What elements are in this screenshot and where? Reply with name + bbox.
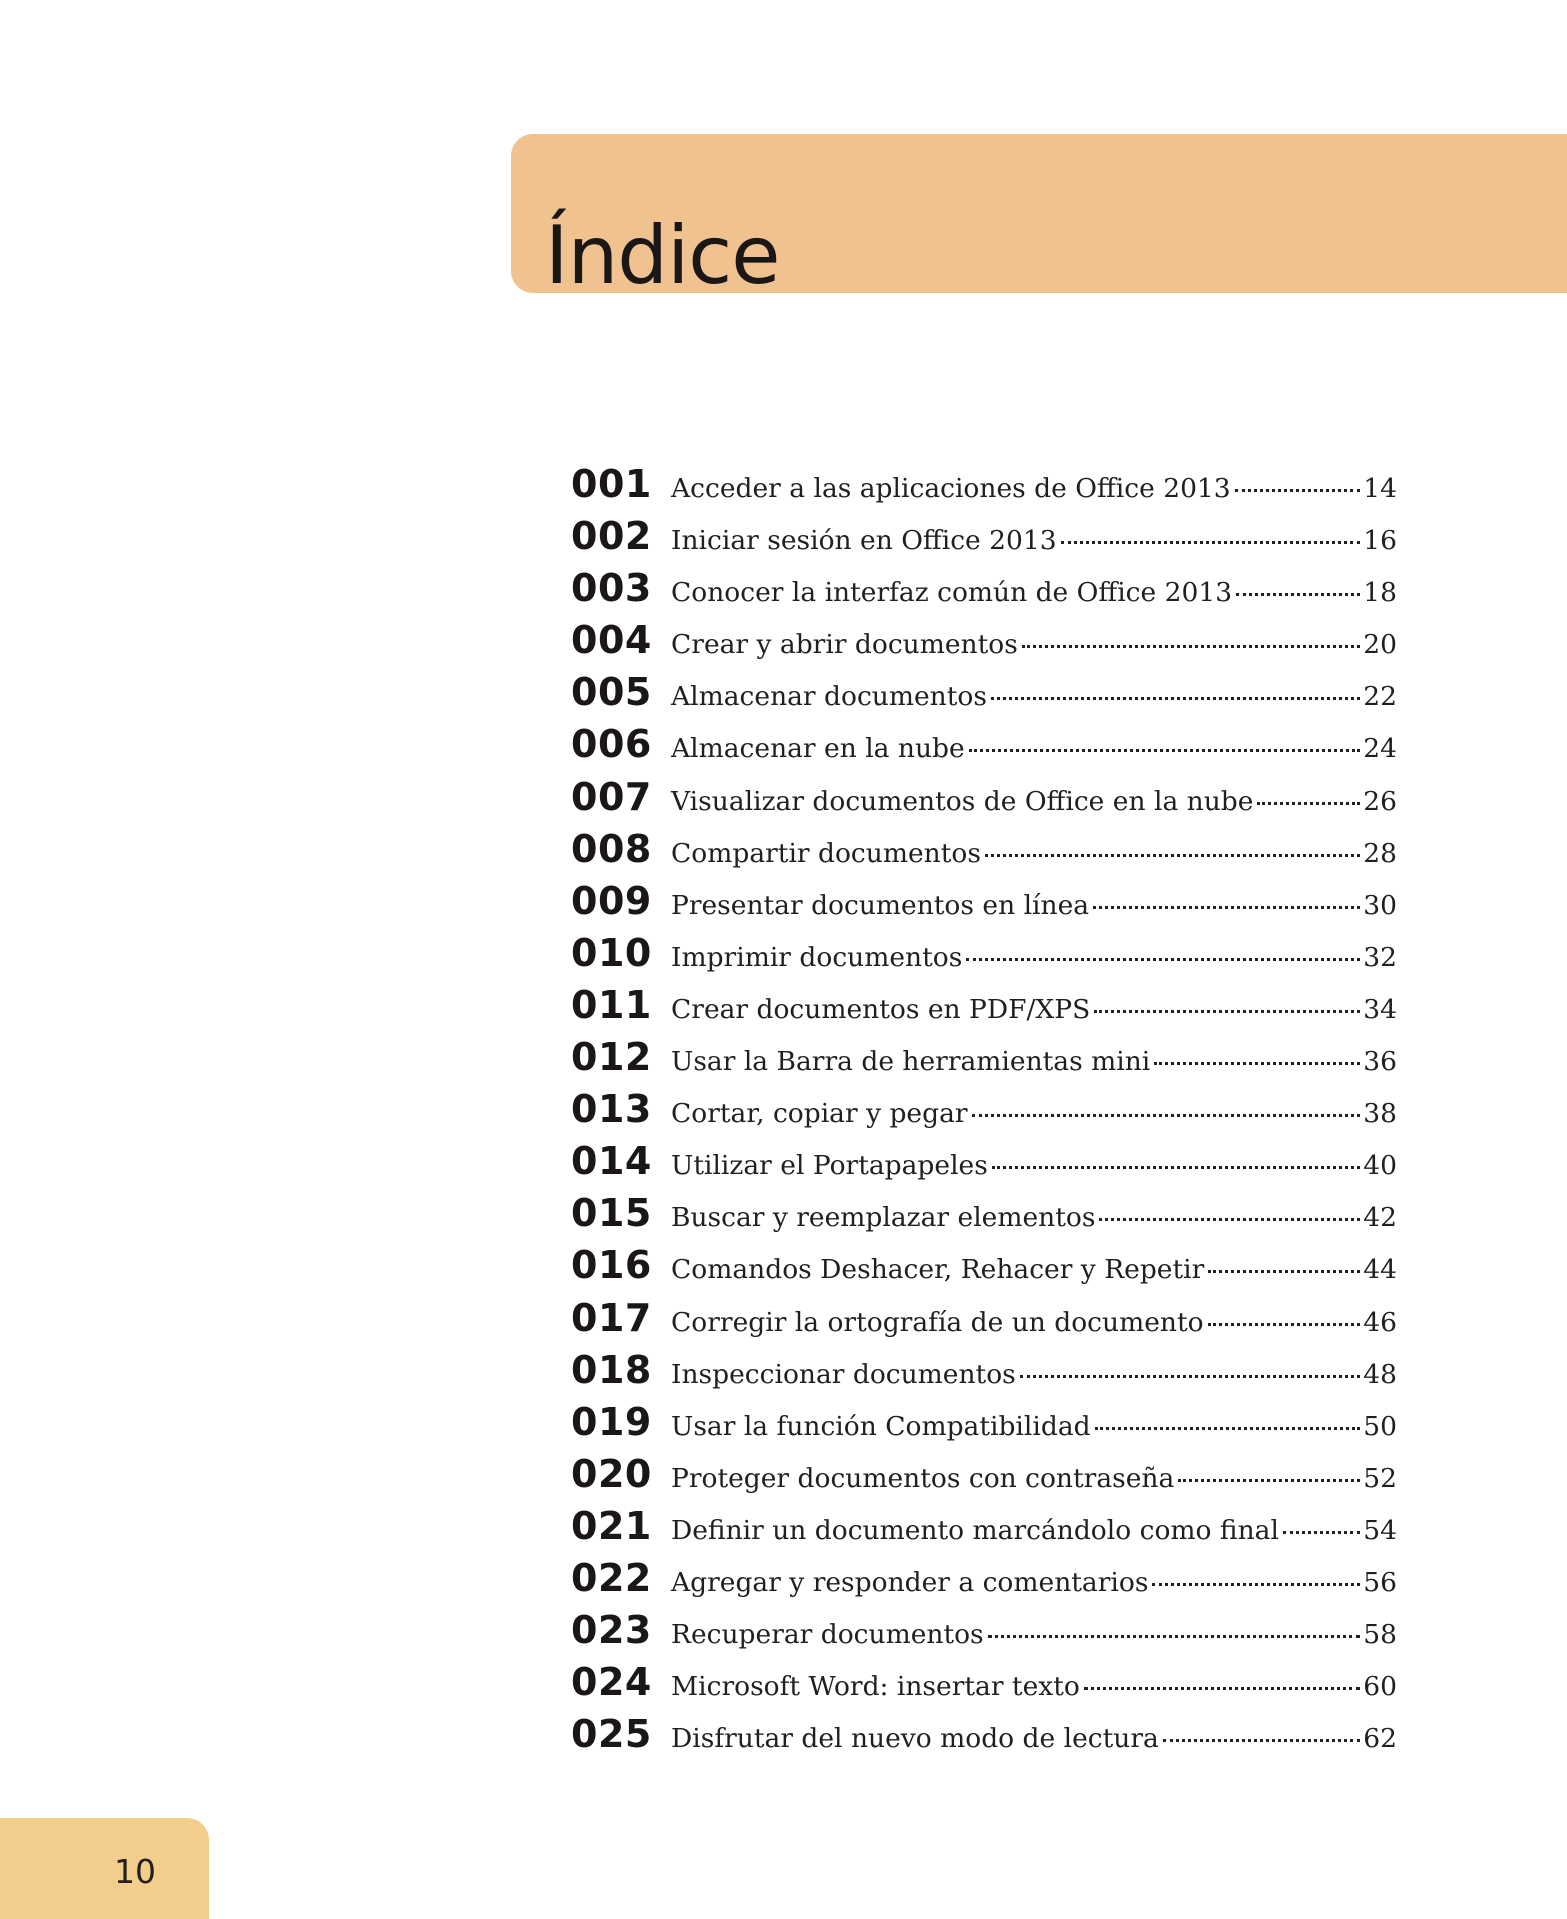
toc-entry-number: 024	[571, 1660, 652, 1705]
toc-entry-page: 40	[1363, 1150, 1397, 1182]
toc-entry-title: Proteger documentos con contraseña	[671, 1462, 1175, 1494]
toc-entry-title: Conocer la interfaz común de Office 2013	[671, 577, 1233, 609]
toc-entry-page: 54	[1363, 1514, 1397, 1546]
toc-entry-page: 42	[1363, 1202, 1397, 1234]
toc-entry-number: 017	[571, 1295, 652, 1340]
toc-entry-page: 14	[1363, 473, 1397, 504]
toc-entry-page: 22	[1363, 681, 1397, 713]
toc-entry[interactable]	[571, 827, 1397, 879]
toc-entry-title: Inspeccionar documentos	[671, 1358, 1016, 1390]
toc-entry-title: Comandos Deshacer, Rehacer y Repetir	[671, 1254, 1205, 1286]
toc-entry-title: Usar la Barra de herramientas mini	[671, 1046, 1151, 1078]
toc-entry[interactable]	[571, 1660, 1397, 1712]
toc-entry[interactable]	[571, 462, 1397, 514]
toc-entry-title: Corregir la ortografía de un documento	[671, 1306, 1204, 1338]
toc-entry-number: 015	[571, 1191, 652, 1236]
toc-entry-number: 002	[571, 514, 652, 559]
toc-entry[interactable]	[571, 1348, 1397, 1400]
toc-entry-number: 003	[571, 566, 652, 611]
toc-dot-leader	[1022, 645, 1360, 648]
toc-dot-leader	[1020, 1375, 1361, 1378]
toc-entry-number: 022	[571, 1555, 652, 1600]
toc-dot-leader	[1094, 1010, 1360, 1013]
toc-dot-leader	[972, 1114, 1361, 1117]
toc-dot-leader	[1099, 1218, 1360, 1221]
page-number-tab	[0, 1818, 209, 1919]
toc-entry[interactable]	[571, 1556, 1397, 1608]
toc-dot-leader	[1236, 593, 1360, 596]
toc-entry-title: Usar la función Compatibilidad	[671, 1410, 1091, 1442]
toc-entry-title: Crear y abrir documentos	[671, 629, 1018, 661]
toc-dot-leader	[1283, 1531, 1360, 1534]
toc-dot-leader	[991, 697, 1360, 700]
toc-entry-page: 28	[1363, 837, 1397, 869]
toc-entry-title: Almacenar en la nube	[671, 733, 965, 765]
toc-entry-number: 019	[571, 1399, 652, 1444]
toc-entry-title: Utilizar el Portapapeles	[671, 1150, 988, 1182]
toc-entry-page: 48	[1363, 1358, 1397, 1390]
toc-entry[interactable]	[571, 775, 1397, 827]
toc-dot-leader	[1095, 1427, 1361, 1430]
toc-entry-title: Cortar, copiar y pegar	[671, 1098, 968, 1130]
toc-dot-leader	[1154, 1062, 1360, 1065]
toc-dot-leader	[969, 749, 1361, 752]
toc-entry-page: 18	[1363, 577, 1397, 609]
toc-entry-number: 020	[571, 1451, 652, 1496]
toc-entry-title: Imprimir documentos	[671, 941, 963, 973]
toc-entry-number: 011	[571, 982, 652, 1027]
toc-dot-leader	[1257, 802, 1360, 805]
toc-entry-page: 30	[1363, 889, 1397, 921]
toc-entry-title: Visualizar documentos de Office en la nube	[671, 785, 1254, 817]
toc-entry-title: Almacenar documentos	[671, 681, 987, 713]
toc-entry-title: Agregar y responder a comentarios	[671, 1566, 1149, 1598]
toc-entry-page: 46	[1363, 1306, 1397, 1338]
toc-entry-number: 004	[571, 618, 652, 663]
toc-entry-number: 025	[571, 1712, 652, 1757]
toc-entry-number: 005	[571, 670, 652, 715]
toc-entry[interactable]	[571, 983, 1397, 1035]
toc-entry[interactable]	[571, 931, 1397, 983]
toc-entry-page: 16	[1363, 525, 1397, 557]
toc-dot-leader	[1163, 1739, 1360, 1742]
toc-entry[interactable]	[571, 1608, 1397, 1660]
toc-entry-title: Disfrutar del nuevo modo de lectura	[671, 1723, 1159, 1755]
toc-dot-leader	[992, 1166, 1360, 1169]
toc-entry-number: 008	[571, 826, 652, 871]
toc-dot-leader	[1152, 1583, 1360, 1586]
toc-entry[interactable]	[571, 1087, 1397, 1139]
table-of-contents	[571, 462, 1397, 1764]
toc-entry-title: Presentar documentos en línea	[671, 889, 1090, 921]
toc-entry-page: 26	[1363, 785, 1397, 817]
toc-entry-page: 32	[1363, 941, 1397, 973]
toc-entry[interactable]	[571, 1139, 1397, 1191]
toc-entry[interactable]	[571, 1296, 1397, 1348]
toc-entry-number: 010	[571, 930, 652, 975]
toc-entry-number: 007	[571, 774, 652, 819]
toc-entry-page: 62	[1363, 1723, 1397, 1755]
toc-entry[interactable]	[571, 1712, 1397, 1764]
title-band	[511, 134, 1567, 302]
toc-entry[interactable]	[571, 1504, 1397, 1556]
toc-entry[interactable]	[571, 670, 1397, 722]
page-title: Índice	[545, 209, 780, 302]
toc-entry[interactable]	[571, 1191, 1397, 1243]
toc-entry-title: Microsoft Word: insertar texto	[671, 1671, 1080, 1703]
toc-entry-page: 56	[1363, 1566, 1397, 1598]
toc-entry-page: 24	[1363, 733, 1397, 765]
toc-entry[interactable]	[571, 566, 1397, 618]
toc-entry-title: Compartir documentos	[671, 837, 981, 869]
toc-entry-page: 50	[1363, 1410, 1397, 1442]
toc-entry-title: Acceder a las aplicaciones de Office 2013	[671, 473, 1231, 504]
toc-entry-page: 58	[1363, 1619, 1397, 1651]
toc-dot-leader	[1093, 906, 1360, 909]
toc-entry[interactable]	[571, 722, 1397, 774]
toc-entry-title: Recuperar documentos	[671, 1619, 984, 1651]
toc-entry[interactable]	[571, 879, 1397, 931]
toc-dot-leader	[1235, 489, 1361, 492]
toc-dot-leader	[1084, 1687, 1360, 1690]
toc-entry-page: 44	[1363, 1254, 1397, 1286]
toc-entry-number: 018	[571, 1347, 652, 1392]
toc-dot-leader	[988, 1635, 1361, 1638]
toc-entry-number: 014	[571, 1139, 652, 1184]
toc-dot-leader	[966, 958, 1360, 961]
toc-entry-page: 60	[1363, 1671, 1397, 1703]
toc-dot-leader	[985, 854, 1360, 857]
toc-dot-leader	[1208, 1270, 1360, 1273]
toc-entry-number: 021	[571, 1503, 652, 1548]
toc-entry[interactable]	[571, 1243, 1397, 1295]
toc-dot-leader	[1178, 1479, 1360, 1482]
toc-entry-number: 013	[571, 1087, 652, 1132]
toc-entry[interactable]	[571, 1035, 1397, 1087]
toc-entry-page: 36	[1363, 1046, 1397, 1078]
toc-entry-number: 023	[571, 1608, 652, 1653]
toc-entry[interactable]	[571, 618, 1397, 670]
toc-entry-number: 001	[571, 462, 652, 506]
toc-entry-page: 34	[1363, 993, 1397, 1025]
toc-entry-title: Iniciar sesión en Office 2013	[671, 525, 1057, 557]
toc-entry-title: Buscar y reemplazar elementos	[671, 1202, 1096, 1234]
toc-entry[interactable]	[571, 1400, 1397, 1452]
toc-entry-number: 012	[571, 1035, 652, 1080]
toc-entry-number: 016	[571, 1243, 652, 1288]
toc-entry-page: 52	[1363, 1462, 1397, 1494]
toc-entry-number: 006	[571, 722, 652, 767]
toc-entry-title: Crear documentos en PDF/XPS	[671, 993, 1091, 1025]
toc-entry-page: 20	[1363, 629, 1397, 661]
toc-entry[interactable]	[571, 1452, 1397, 1504]
toc-entry[interactable]	[571, 514, 1397, 566]
toc-dot-leader	[1208, 1323, 1361, 1326]
page-number: 10	[114, 1852, 156, 1891]
toc-entry-page: 38	[1363, 1098, 1397, 1130]
toc-entry-number: 009	[571, 878, 652, 923]
toc-entry-title: Definir un documento marcándolo como final	[671, 1514, 1279, 1546]
toc-dot-leader	[1061, 541, 1361, 544]
